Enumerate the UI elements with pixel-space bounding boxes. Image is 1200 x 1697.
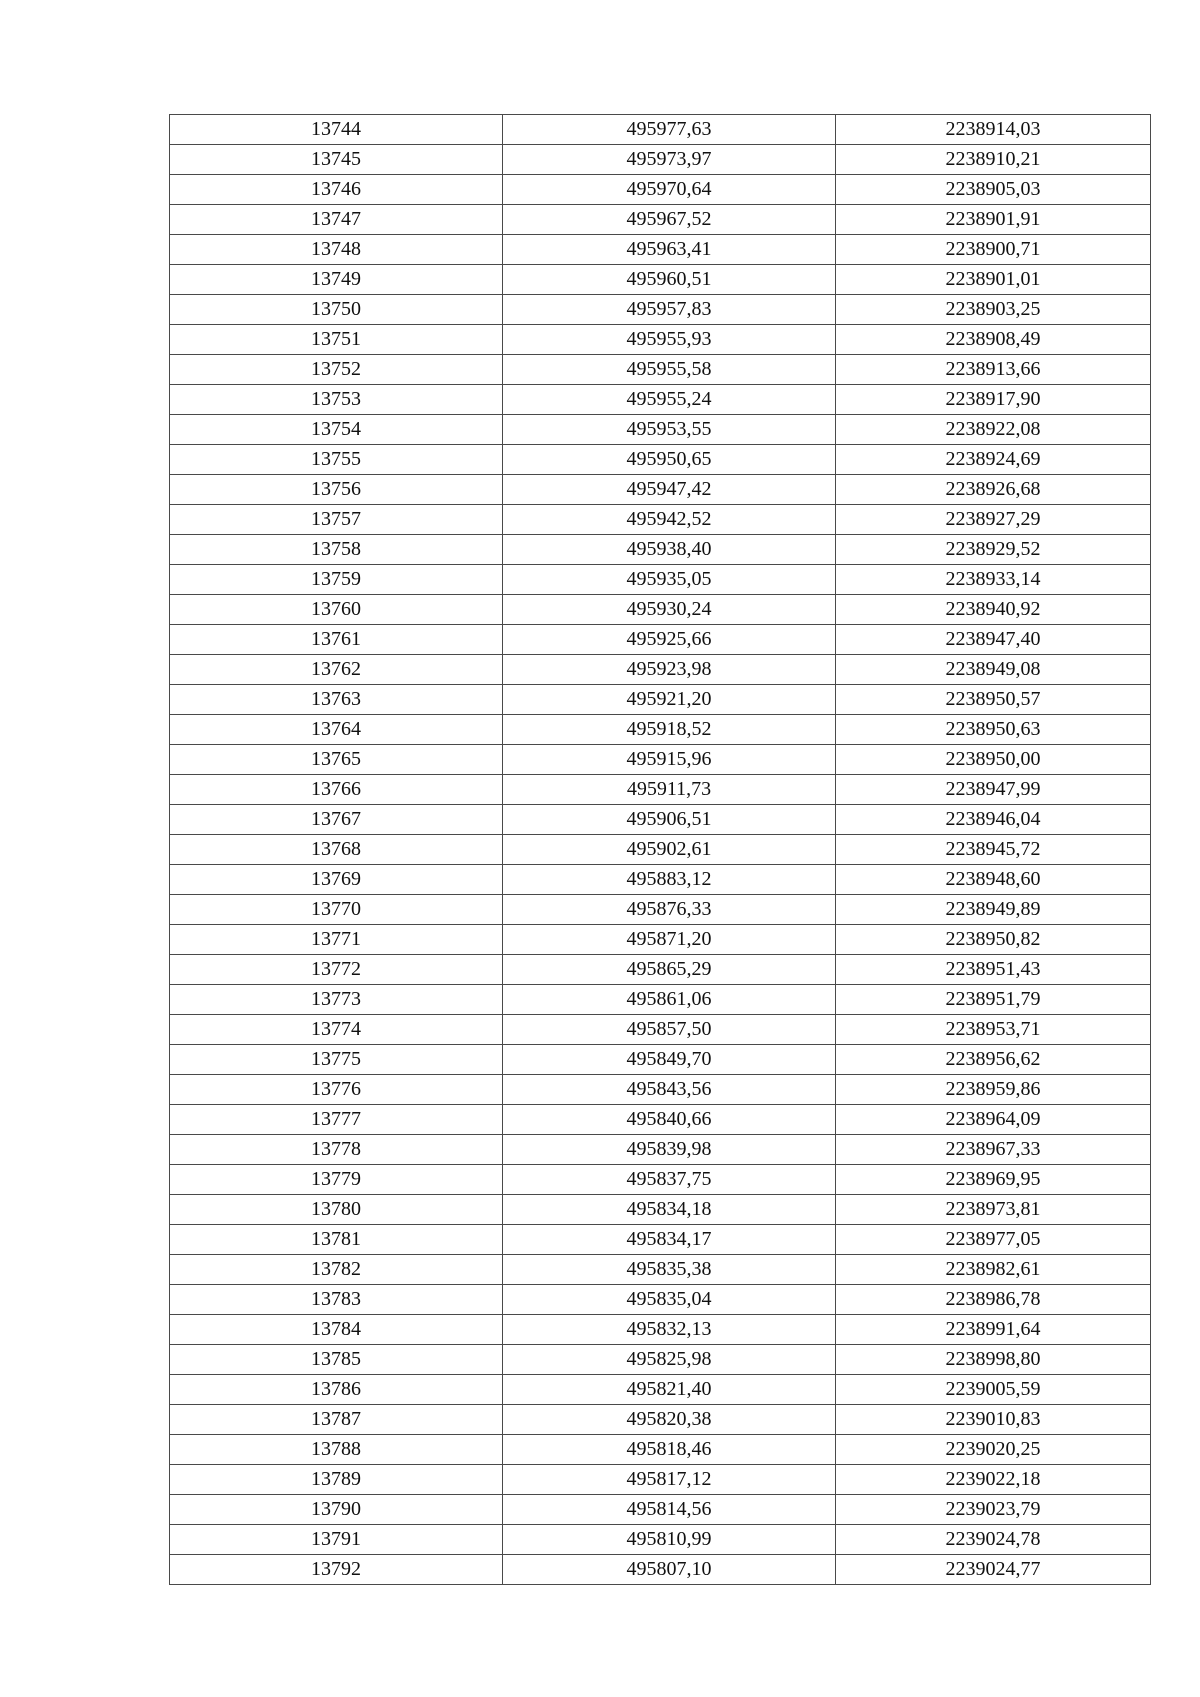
y-coordinate-cell: 2238956,62	[836, 1045, 1151, 1075]
table-row	[170, 235, 1151, 265]
table-row	[170, 775, 1151, 805]
y-coordinate-cell: 2238922,08	[836, 415, 1151, 445]
x-coordinate-cell: 495935,05	[503, 565, 836, 595]
x-coordinate-cell: 495883,12	[503, 865, 836, 895]
point-number-cell: 13766	[170, 775, 503, 805]
y-coordinate-cell: 2238947,40	[836, 625, 1151, 655]
point-number-cell: 13747	[170, 205, 503, 235]
x-coordinate-cell: 495818,46	[503, 1435, 836, 1465]
point-number-cell: 13765	[170, 745, 503, 775]
point-number-cell: 13778	[170, 1135, 503, 1165]
table-row	[170, 745, 1151, 775]
x-coordinate-cell: 495817,12	[503, 1465, 836, 1495]
y-coordinate-cell: 2238982,61	[836, 1255, 1151, 1285]
y-coordinate-cell: 2238933,14	[836, 565, 1151, 595]
table-row	[170, 625, 1151, 655]
point-number-cell: 13768	[170, 835, 503, 865]
x-coordinate-cell: 495902,61	[503, 835, 836, 865]
y-coordinate-cell: 2238953,71	[836, 1015, 1151, 1045]
x-coordinate-cell: 495970,64	[503, 175, 836, 205]
y-coordinate-cell: 2238905,03	[836, 175, 1151, 205]
x-coordinate-cell: 495911,73	[503, 775, 836, 805]
table-row	[170, 1375, 1151, 1405]
x-coordinate-cell: 495843,56	[503, 1075, 836, 1105]
x-coordinate-cell: 495957,83	[503, 295, 836, 325]
point-number-cell: 13756	[170, 475, 503, 505]
x-coordinate-cell: 495947,42	[503, 475, 836, 505]
x-coordinate-cell: 495871,20	[503, 925, 836, 955]
table-row	[170, 1045, 1151, 1075]
point-number-cell: 13752	[170, 355, 503, 385]
y-coordinate-cell: 2238929,52	[836, 535, 1151, 565]
x-coordinate-cell: 495938,40	[503, 535, 836, 565]
table-row	[170, 1495, 1151, 1525]
x-coordinate-cell: 495834,18	[503, 1195, 836, 1225]
table-row	[170, 835, 1151, 865]
point-number-cell: 13772	[170, 955, 503, 985]
table-row	[170, 955, 1151, 985]
point-number-cell: 13767	[170, 805, 503, 835]
x-coordinate-cell: 495825,98	[503, 1345, 836, 1375]
y-coordinate-cell: 2238998,80	[836, 1345, 1151, 1375]
y-coordinate-cell: 2238950,57	[836, 685, 1151, 715]
point-number-cell: 13774	[170, 1015, 503, 1045]
x-coordinate-cell: 495834,17	[503, 1225, 836, 1255]
table-row	[170, 925, 1151, 955]
x-coordinate-cell: 495915,96	[503, 745, 836, 775]
point-number-cell: 13787	[170, 1405, 503, 1435]
table-row	[170, 385, 1151, 415]
point-number-cell: 13786	[170, 1375, 503, 1405]
table-row	[170, 475, 1151, 505]
point-number-cell: 13777	[170, 1105, 503, 1135]
point-number-cell: 13783	[170, 1285, 503, 1315]
table-row	[170, 355, 1151, 385]
point-number-cell: 13748	[170, 235, 503, 265]
table-row	[170, 985, 1151, 1015]
point-number-cell: 13749	[170, 265, 503, 295]
y-coordinate-cell: 2238951,43	[836, 955, 1151, 985]
y-coordinate-cell: 2239020,25	[836, 1435, 1151, 1465]
table-row	[170, 1315, 1151, 1345]
point-number-cell: 13782	[170, 1255, 503, 1285]
x-coordinate-cell: 495967,52	[503, 205, 836, 235]
table-row	[170, 1405, 1151, 1435]
table-row	[170, 175, 1151, 205]
table-row	[170, 295, 1151, 325]
point-number-cell: 13775	[170, 1045, 503, 1075]
point-number-cell: 13790	[170, 1495, 503, 1525]
point-number-cell: 13745	[170, 145, 503, 175]
table-row	[170, 415, 1151, 445]
table-row	[170, 1135, 1151, 1165]
table-row	[170, 1345, 1151, 1375]
y-coordinate-cell: 2238950,63	[836, 715, 1151, 745]
table-row	[170, 895, 1151, 925]
table-row	[170, 1525, 1151, 1555]
y-coordinate-cell: 2238949,89	[836, 895, 1151, 925]
x-coordinate-cell: 495977,63	[503, 115, 836, 145]
y-coordinate-cell: 2238977,05	[836, 1225, 1151, 1255]
x-coordinate-cell: 495955,24	[503, 385, 836, 415]
x-coordinate-cell: 495835,38	[503, 1255, 836, 1285]
point-number-cell: 13744	[170, 115, 503, 145]
table-row	[170, 1015, 1151, 1045]
x-coordinate-cell: 495942,52	[503, 505, 836, 535]
point-number-cell: 13763	[170, 685, 503, 715]
y-coordinate-cell: 2239023,79	[836, 1495, 1151, 1525]
table-row	[170, 715, 1151, 745]
point-number-cell: 13780	[170, 1195, 503, 1225]
x-coordinate-cell: 495837,75	[503, 1165, 836, 1195]
y-coordinate-cell: 2238949,08	[836, 655, 1151, 685]
x-coordinate-cell: 495810,99	[503, 1525, 836, 1555]
y-coordinate-cell: 2239010,83	[836, 1405, 1151, 1435]
y-coordinate-cell: 2238940,92	[836, 595, 1151, 625]
table-row	[170, 1555, 1151, 1585]
y-coordinate-cell: 2238914,03	[836, 115, 1151, 145]
x-coordinate-cell: 495820,38	[503, 1405, 836, 1435]
x-coordinate-cell: 495960,51	[503, 265, 836, 295]
x-coordinate-cell: 495953,55	[503, 415, 836, 445]
x-coordinate-cell: 495925,66	[503, 625, 836, 655]
point-number-cell: 13746	[170, 175, 503, 205]
table-row	[170, 1465, 1151, 1495]
point-number-cell: 13754	[170, 415, 503, 445]
x-coordinate-cell: 495906,51	[503, 805, 836, 835]
x-coordinate-cell: 495839,98	[503, 1135, 836, 1165]
x-coordinate-cell: 495835,04	[503, 1285, 836, 1315]
y-coordinate-cell: 2239024,78	[836, 1525, 1151, 1555]
table-row	[170, 1255, 1151, 1285]
y-coordinate-cell: 2238946,04	[836, 805, 1151, 835]
table-row	[170, 1165, 1151, 1195]
y-coordinate-cell: 2238927,29	[836, 505, 1151, 535]
y-coordinate-cell: 2238973,81	[836, 1195, 1151, 1225]
point-number-cell: 13781	[170, 1225, 503, 1255]
coordinates-table-body	[170, 115, 1151, 1585]
y-coordinate-cell: 2238900,71	[836, 235, 1151, 265]
x-coordinate-cell: 495923,98	[503, 655, 836, 685]
y-coordinate-cell: 2238917,90	[836, 385, 1151, 415]
y-coordinate-cell: 2238903,25	[836, 295, 1151, 325]
x-coordinate-cell: 495955,58	[503, 355, 836, 385]
point-number-cell: 13750	[170, 295, 503, 325]
x-coordinate-cell: 495921,20	[503, 685, 836, 715]
y-coordinate-cell: 2239024,77	[836, 1555, 1151, 1585]
y-coordinate-cell: 2238959,86	[836, 1075, 1151, 1105]
table-row	[170, 535, 1151, 565]
table-row	[170, 655, 1151, 685]
table-row	[170, 145, 1151, 175]
x-coordinate-cell: 495814,56	[503, 1495, 836, 1525]
table-row	[170, 1285, 1151, 1315]
table-row	[170, 205, 1151, 235]
x-coordinate-cell: 495865,29	[503, 955, 836, 985]
x-coordinate-cell: 495950,65	[503, 445, 836, 475]
y-coordinate-cell: 2238947,99	[836, 775, 1151, 805]
y-coordinate-cell: 2238945,72	[836, 835, 1151, 865]
point-number-cell: 13785	[170, 1345, 503, 1375]
table-row	[170, 325, 1151, 355]
y-coordinate-cell: 2238913,66	[836, 355, 1151, 385]
point-number-cell: 13791	[170, 1525, 503, 1555]
y-coordinate-cell: 2238908,49	[836, 325, 1151, 355]
y-coordinate-cell: 2238991,64	[836, 1315, 1151, 1345]
point-number-cell: 13769	[170, 865, 503, 895]
y-coordinate-cell: 2238948,60	[836, 865, 1151, 895]
point-number-cell: 13770	[170, 895, 503, 925]
point-number-cell: 13757	[170, 505, 503, 535]
table-row	[170, 1105, 1151, 1135]
x-coordinate-cell: 495807,10	[503, 1555, 836, 1585]
x-coordinate-cell: 495832,13	[503, 1315, 836, 1345]
x-coordinate-cell: 495963,41	[503, 235, 836, 265]
table-row	[170, 1195, 1151, 1225]
y-coordinate-cell: 2238964,09	[836, 1105, 1151, 1135]
y-coordinate-cell: 2238969,95	[836, 1165, 1151, 1195]
y-coordinate-cell: 2239005,59	[836, 1375, 1151, 1405]
x-coordinate-cell: 495955,93	[503, 325, 836, 355]
table-row	[170, 685, 1151, 715]
coordinates-table	[169, 114, 1151, 1585]
point-number-cell: 13759	[170, 565, 503, 595]
point-number-cell: 13760	[170, 595, 503, 625]
x-coordinate-cell: 495930,24	[503, 595, 836, 625]
table-row	[170, 115, 1151, 145]
point-number-cell: 13751	[170, 325, 503, 355]
point-number-cell: 13764	[170, 715, 503, 745]
point-number-cell: 13776	[170, 1075, 503, 1105]
point-number-cell: 13788	[170, 1435, 503, 1465]
y-coordinate-cell: 2238967,33	[836, 1135, 1151, 1165]
table-row	[170, 805, 1151, 835]
point-number-cell: 13792	[170, 1555, 503, 1585]
point-number-cell: 13784	[170, 1315, 503, 1345]
table-row	[170, 865, 1151, 895]
table-row	[170, 1225, 1151, 1255]
table-row	[170, 565, 1151, 595]
table-row	[170, 1435, 1151, 1465]
table-row	[170, 445, 1151, 475]
point-number-cell: 13758	[170, 535, 503, 565]
point-number-cell: 13755	[170, 445, 503, 475]
y-coordinate-cell: 2238951,79	[836, 985, 1151, 1015]
x-coordinate-cell: 495849,70	[503, 1045, 836, 1075]
x-coordinate-cell: 495857,50	[503, 1015, 836, 1045]
x-coordinate-cell: 495821,40	[503, 1375, 836, 1405]
y-coordinate-cell: 2238924,69	[836, 445, 1151, 475]
point-number-cell: 13789	[170, 1465, 503, 1495]
y-coordinate-cell: 2238950,82	[836, 925, 1151, 955]
table-row	[170, 265, 1151, 295]
y-coordinate-cell: 2238901,01	[836, 265, 1151, 295]
point-number-cell: 13761	[170, 625, 503, 655]
point-number-cell: 13753	[170, 385, 503, 415]
x-coordinate-cell: 495876,33	[503, 895, 836, 925]
point-number-cell: 13771	[170, 925, 503, 955]
x-coordinate-cell: 495918,52	[503, 715, 836, 745]
x-coordinate-cell: 495861,06	[503, 985, 836, 1015]
point-number-cell: 13773	[170, 985, 503, 1015]
y-coordinate-cell: 2239022,18	[836, 1465, 1151, 1495]
x-coordinate-cell: 495973,97	[503, 145, 836, 175]
y-coordinate-cell: 2238926,68	[836, 475, 1151, 505]
point-number-cell: 13762	[170, 655, 503, 685]
x-coordinate-cell: 495840,66	[503, 1105, 836, 1135]
y-coordinate-cell: 2238986,78	[836, 1285, 1151, 1315]
table-row	[170, 505, 1151, 535]
point-number-cell: 13779	[170, 1165, 503, 1195]
y-coordinate-cell: 2238950,00	[836, 745, 1151, 775]
table-row	[170, 595, 1151, 625]
y-coordinate-cell: 2238910,21	[836, 145, 1151, 175]
y-coordinate-cell: 2238901,91	[836, 205, 1151, 235]
table-row	[170, 1075, 1151, 1105]
